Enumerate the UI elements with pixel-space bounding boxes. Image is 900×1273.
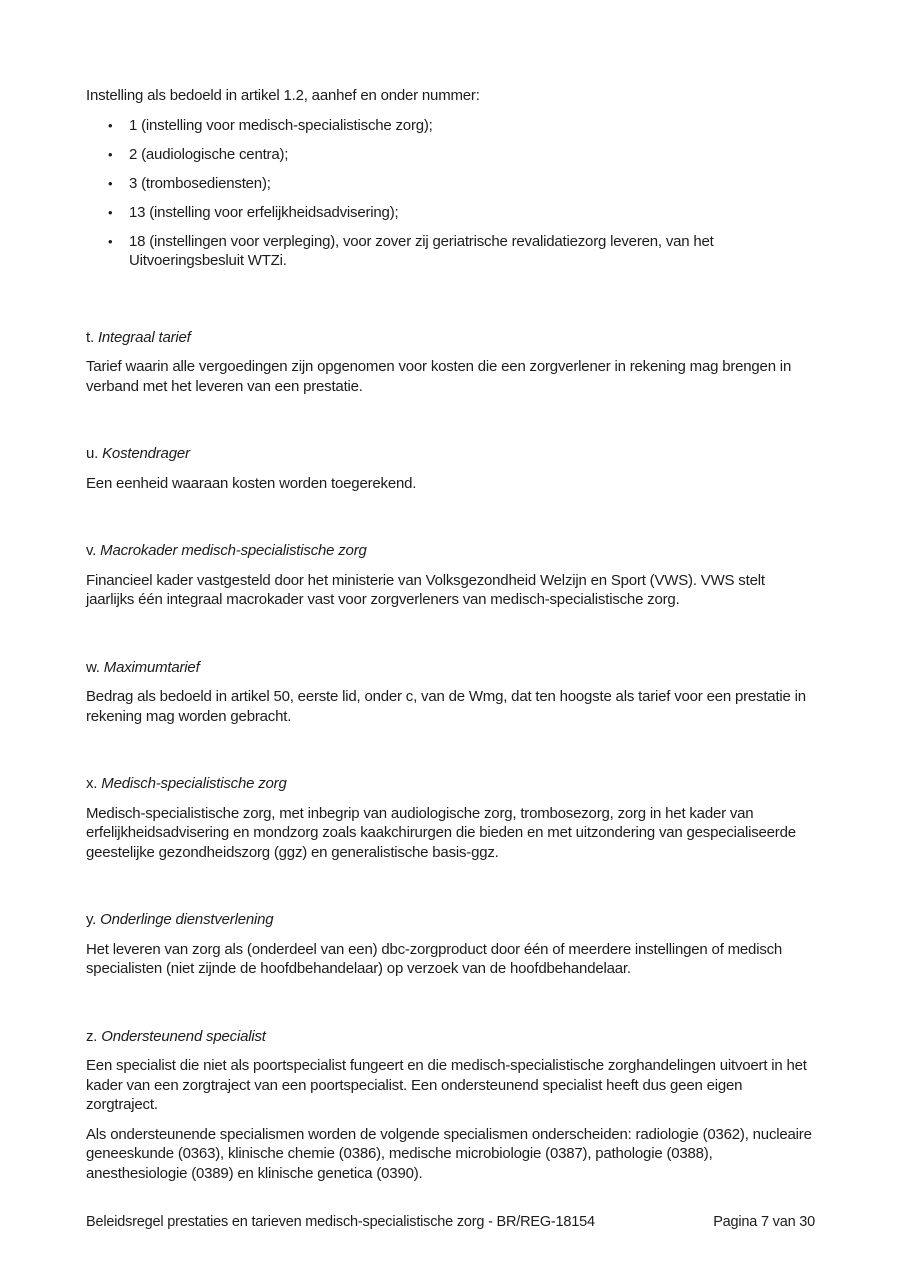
definition-header	[86, 1027, 816, 1047]
definition-section-y	[86, 910, 816, 979]
definition-term: Macrokader medisch-specialistische zorg	[100, 542, 367, 559]
definition-paragraph: Bedrag als bedoeld in artikel 50, eerste lid, onder c, van de Wmg, dat ten hoogste als tarief voor een prestatie in rekening mag worden gebracht.	[86, 688, 806, 725]
bullet-icon: •	[108, 204, 113, 220]
definition-term: Integraal tarief	[97, 328, 191, 346]
definition-paragraph: Het leveren van zorg als (onderdeel van een) dbc-zorgproduct door één of meerdere instellingen of medisch specialisten (niet zijnde de hoofdbehandelaar) op verzoek van de hoofdbehandelaar.	[86, 940, 783, 977]
document-content	[86, 86, 816, 1183]
definition-header	[86, 541, 816, 561]
list-item	[86, 203, 816, 223]
definition-header	[86, 774, 816, 794]
definition-term: Maximumtarief	[103, 658, 200, 676]
definition-header	[86, 658, 816, 678]
definition-letter: x.	[86, 775, 98, 792]
bullet-icon: •	[108, 233, 113, 249]
list-item-text: 18 (instellingen voor verpleging), voor zover zij geriatrische revalidatiezorg leveren, van het Uitvoeringsbesluit WTZi.	[129, 232, 714, 269]
definition-letter: y.	[86, 911, 97, 928]
list-item	[86, 116, 816, 136]
definition-section-w	[86, 658, 816, 727]
list-item	[86, 174, 816, 194]
definition-term: Onderlinge dienstverlening	[100, 911, 274, 928]
definition-section-u	[86, 444, 816, 493]
intro-paragraph: Instelling als bedoeld in artikel 1.2, aanhef en onder nummer:	[86, 87, 480, 104]
bullet-list	[86, 116, 816, 271]
definition-paragraph: Tarief waarin alle vergoedingen zijn opgenomen voor kosten die een zorgverlener in rekening mag brengen in verband met het leveren van een prestatie.	[86, 358, 792, 395]
definition-letter: t.	[86, 328, 94, 346]
definition-header	[86, 328, 816, 348]
definition-section-z	[86, 1027, 816, 1184]
definition-header	[86, 444, 816, 464]
list-item	[86, 232, 816, 271]
page-footer	[86, 1213, 815, 1231]
bullet-icon: •	[108, 117, 113, 133]
definition-letter: v.	[86, 542, 97, 559]
definition-section-v	[86, 541, 816, 610]
list-item-text: 3 (trombosediensten);	[129, 174, 271, 192]
list-item-text: 2 (audiologische centra);	[129, 145, 289, 163]
definition-paragraph: Financieel kader vastgesteld door het ministerie van Volksgezondheid Welzijn en Sport (VWS). VWS stelt jaarlijks één integraal macrokader vast voor zorgverleners van medisch-specialistische zorg.	[86, 571, 765, 608]
definition-letter: z.	[86, 1027, 98, 1045]
bullet-icon: •	[108, 146, 113, 162]
footer-page-number: Pagina 7 van 30	[713, 1214, 815, 1230]
definition-letter: u.	[86, 445, 99, 462]
list-item	[86, 145, 816, 165]
definition-section-x	[86, 774, 816, 862]
definition-term: Medisch-specialistische zorg	[101, 775, 287, 792]
definition-term: Ondersteunend specialist	[101, 1027, 266, 1045]
definition-section-t	[86, 328, 816, 397]
definition-paragraph: Een eenheid waaraan kosten worden toegerekend.	[86, 474, 417, 492]
list-item-text: 1 (instelling voor medisch-specialistische zorg);	[129, 116, 433, 134]
definition-paragraph: Als ondersteunende specialismen worden de volgende specialismen onderscheiden: radiologie (0362), nucleaire geneeskunde (0363), klinische chemie (0386), medische microbiologie (0387), pathologie (0388), anesthesiologie (0389) en klinische genetica (0390).	[86, 1125, 812, 1182]
definition-header	[86, 910, 816, 930]
bullet-icon: •	[108, 175, 113, 191]
definition-paragraph: Een specialist die niet als poortspecialist fungeert en die medisch-specialistische zorghandelingen uitvoert in het kader van een zorgtraject van een poortspecialist. Een ondersteunend specialist heeft dus geen eigen zorgtraject.	[86, 1057, 807, 1113]
definition-term: Kostendrager	[102, 445, 190, 462]
footer-document-title: Beleidsregel prestaties en tarieven medisch-specialistische zorg - BR/REG-18154	[86, 1214, 595, 1230]
definition-paragraph: Medisch-specialistische zorg, met inbegrip van audiologische zorg, trombosezorg, zorg in het kader van erfelijkheidsadvisering en mondzorg zoals kaakchirurgen die bieden en met uitzondering van gespecialiseerde geestelijke gezondheidszorg (ggz) en generalistische basis-ggz.	[86, 804, 796, 861]
definition-letter: w.	[86, 658, 100, 676]
list-item-text: 13 (instelling voor erfelijkheidsadvisering);	[129, 203, 399, 221]
